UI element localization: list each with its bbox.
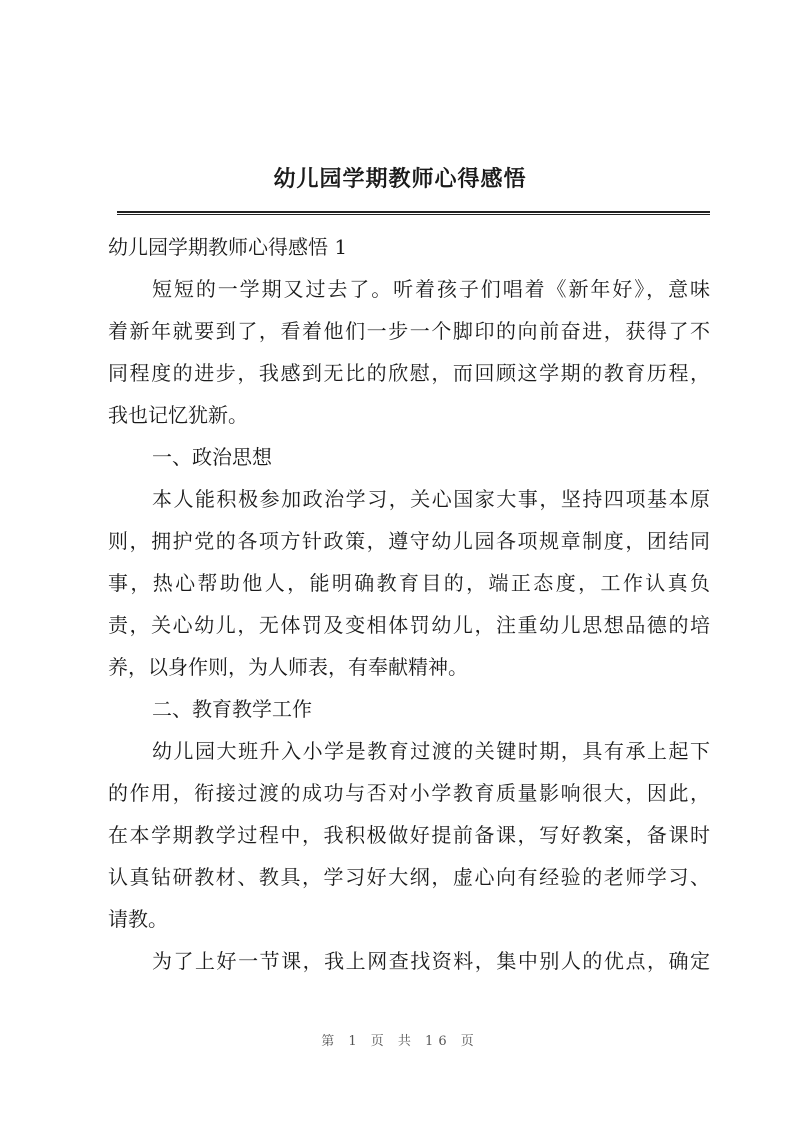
paragraph-line: 短短的一学期又过去了。听着孩子们唱着《新年好》，意味	[152, 277, 710, 301]
subheading-teaching: 二、教育教学工作	[152, 697, 312, 721]
paragraph-line: 的作用，衔接过渡的成功与否对小学教育质量影响很大，因此，	[108, 781, 710, 805]
title-divider	[117, 211, 710, 215]
paragraph-line: 认真钻研教材、教具，学习好大纲，虚心向有经验的老师学习、	[108, 865, 710, 889]
paragraph-line: 在本学期教学过程中，我积极做好提前备课，写好教案，备课时	[108, 823, 710, 847]
paragraph-line: 事，热心帮助他人，能明确教育目的，端正态度，工作认真负	[108, 571, 710, 595]
paragraph-line: 同程度的进步，我感到无比的欣慰，而回顾这学期的教育历程，	[108, 361, 710, 385]
paragraph-line: 养，以身作则，为人师表，有奉献精神。	[108, 655, 468, 679]
paragraph-line: 我也记忆犹新。	[108, 403, 248, 427]
document-title: 幼儿园学期教师心得感悟	[273, 166, 527, 192]
section-heading: 幼儿园学期教师心得感悟 1	[108, 235, 348, 259]
paragraph-line: 请教。	[108, 907, 168, 931]
page-footer: 第 1 页 共 16 页	[321, 1034, 479, 1049]
paragraph-line: 则，拥护党的各项方针政策，遵守幼儿园各项规章制度，团结同	[108, 529, 710, 553]
paragraph-line: 为了上好一节课，我上网查找资料，集中别人的优点，确定	[152, 949, 710, 973]
document-body	[108, 226, 710, 982]
paragraph-line: 责，关心幼儿，无体罚及变相体罚幼儿，注重幼儿思想品德的培	[108, 613, 710, 637]
paragraph-line: 幼儿园大班升入小学是教育过渡的关键时期，具有承上起下	[152, 739, 710, 763]
paragraph-line: 本人能积极参加政治学习，关心国家大事，坚持四项基本原	[152, 487, 710, 511]
subheading-politics: 一、政治思想	[152, 445, 272, 469]
paragraph-line: 着新年就要到了，看着他们一步一个脚印的向前奋进，获得了不	[108, 319, 710, 343]
